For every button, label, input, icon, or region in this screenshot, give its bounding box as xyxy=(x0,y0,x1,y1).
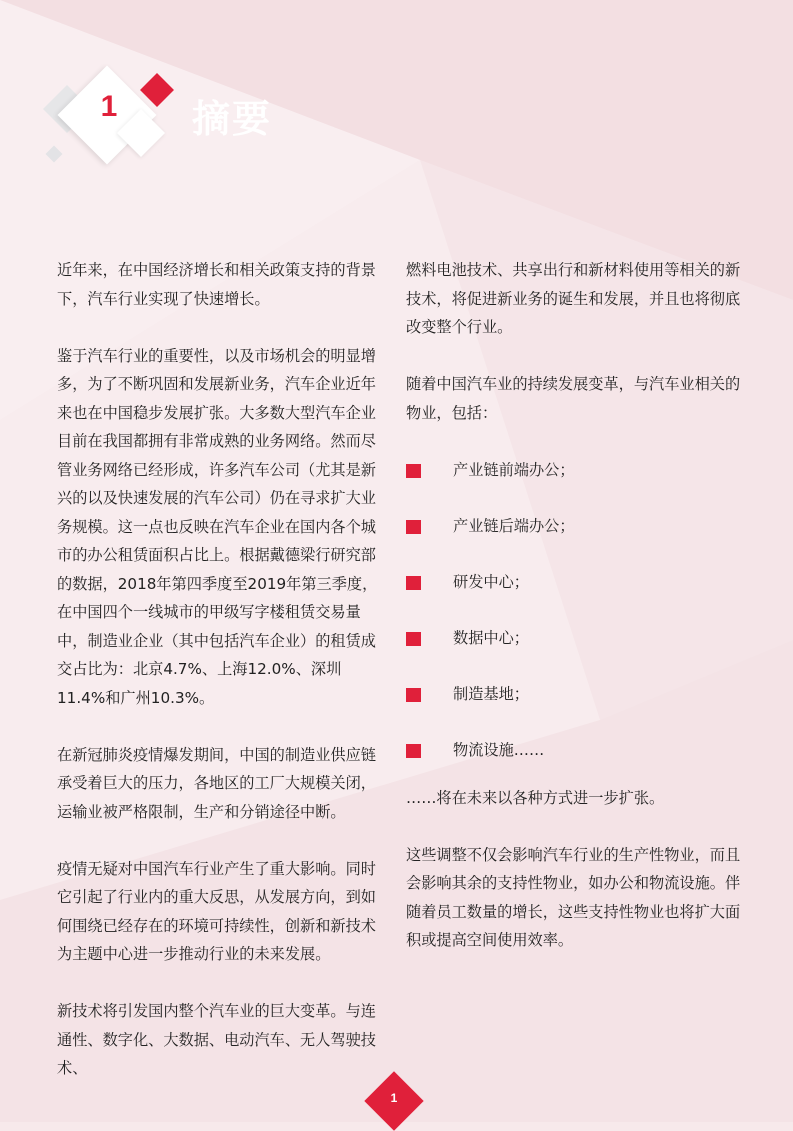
paragraph: 随着中国汽车业的持续发展变革，与汽车业相关的物业，包括： xyxy=(406,375,741,422)
square-bullet-icon xyxy=(406,688,421,702)
list-item xyxy=(406,512,746,568)
list-item xyxy=(406,568,746,624)
list-item-label: 产业链后端办公； xyxy=(453,516,575,535)
paragraph: 这些调整不仅会影响汽车行业的生产性物业，而且会影响其余的支持性物业，如办公和物流设施。伴随着员工数量的增长，这些支持性物业也将扩大面积或提高空间使用效率。 xyxy=(406,845,741,949)
decorative-diamond xyxy=(140,73,174,107)
list-item-label: 数据中心； xyxy=(453,628,529,647)
section-header xyxy=(40,62,340,172)
paragraph: 新技术将引发国内整个汽车业的巨大变革。与连通性、数字化、大数据、电动汽车、无人驾驶技术、 xyxy=(57,1002,376,1077)
property-list xyxy=(406,456,746,784)
square-bullet-icon xyxy=(406,576,421,590)
paragraph: 在新冠肺炎疫情爆发期间，中国的制造业供应链承受着巨大的压力，各地区的工厂大规模关闭，运输业被严格限制，生产和分销途径中断。 xyxy=(57,745,376,821)
left-column xyxy=(57,256,387,1111)
section-title: 摘要 xyxy=(192,97,273,141)
list-item-label: 制造基地； xyxy=(453,684,529,703)
paragraph: 燃料电池技术、共享出行和新材料使用等相关的新技术，将促进新业务的诞生和发展，并且也将彻底改变整个行业。 xyxy=(406,261,741,336)
right-column xyxy=(406,256,746,983)
list-item xyxy=(406,456,746,512)
paragraph: 鉴于汽车行业的重要性，以及市场机会的明显增多，为了不断巩固和发展新业务，汽车企业近年来也在中国稳步发展扩张。大多数大型汽车企业目前在我国都拥有非常成熟的业务网络。然而尽管业务网络已经形成，许多汽车公司（尤其是新兴的以及快速发展的汽车公司）仍在寻求扩大业务规模。这一点也反映在汽车企业在国内各个城市的办公租赁面积占比上。根据戴德梁行研究部的数据，2018年第四季度至2019年第三季度，在中国四个一线城市的甲级写字楼租赁交易量中，制造业企业（其中包括汽车企业）的租赁成交占比为：北京4.7%、上海12.0%、深圳11.4%和广州10.3%。 xyxy=(57,346,378,707)
list-item-label: 物流设施…… xyxy=(453,740,545,759)
square-bullet-icon xyxy=(406,632,421,646)
paragraph: 近年来，在中国经济增长和相关政策支持的背景下，汽车行业实现了快速增长。 xyxy=(57,261,376,308)
square-bullet-icon xyxy=(406,464,421,478)
list-item-label: 研发中心； xyxy=(453,572,529,591)
square-bullet-icon xyxy=(406,744,421,758)
page-number: 1 xyxy=(390,1091,398,1105)
list-followup: ……将在未来以各种方式进一步扩张。 xyxy=(406,788,665,807)
list-item-label: 产业链前端办公； xyxy=(453,460,575,479)
list-item xyxy=(406,736,746,784)
square-bullet-icon xyxy=(406,520,421,534)
paragraph: 疫情无疑对中国汽车行业产生了重大影响。同时它引起了行业内的重大反思，从发展方向，到如何围绕已经存在的环境可持续性，创新和新技术为主题中心进一步推动行业的未来发展。 xyxy=(57,859,376,963)
section-number: 1 xyxy=(100,90,118,123)
list-item xyxy=(406,680,746,736)
decorative-diamond xyxy=(46,146,63,163)
list-item xyxy=(406,624,746,680)
